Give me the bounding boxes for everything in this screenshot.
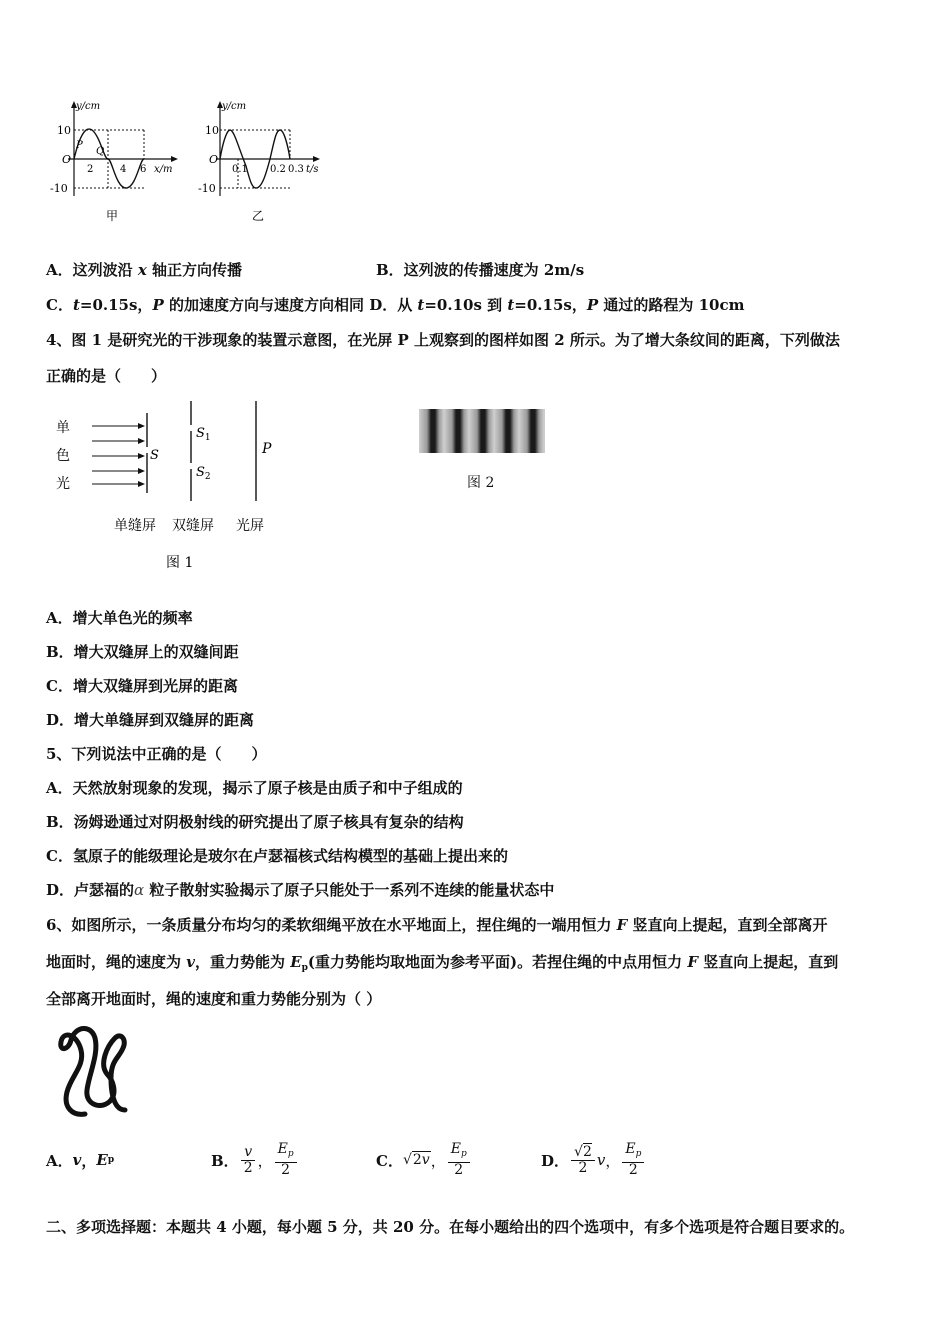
fringe-pattern (419, 409, 545, 453)
rope-figure (55, 1020, 135, 1120)
slit-s2: $S_2$ (196, 465, 211, 482)
label-screen: 光屏 (236, 518, 264, 534)
q4-option-c: C．增大双缝屏到光屏的距离 (46, 677, 238, 695)
q6-option-b: B． $\frac{v}{2}$ ， $\frac{E_p}{2}$ (211, 1138, 299, 1182)
jia-ybot: -10 (50, 182, 68, 195)
light-char-1: 单 (56, 420, 70, 436)
yi-xlabel: t/s (306, 164, 319, 175)
frac-ep-over-2-c: $\frac{E_p}{2}$ (448, 1142, 470, 1178)
jia-xlabel: x/m (154, 164, 173, 175)
jia-ylabel: y/cm (76, 101, 101, 112)
yi-origin: O (209, 153, 219, 166)
jia-tick-4: 4 (120, 164, 127, 175)
slit-s: S (150, 448, 159, 463)
frac-v-over-2: $\frac{v}{2}$ (241, 1145, 256, 1176)
jia-caption: 甲 (106, 209, 119, 223)
wave-figure-yi (198, 96, 338, 226)
yi-ytop: 10 (205, 124, 219, 137)
q4-stem-line1: 4、图 1 是研究光的干涉现象的装置示意图，在光屏 P 上观察到的图样如图 2 所示。为了增大条纹间的距离，下列做法 (46, 331, 840, 349)
q6-option-d: D． $\frac{√2}{2}$ v ， $\frac{E_p}{2}$ (541, 1138, 646, 1182)
q4-option-d: D．增大单缝屏到双缝屏的距离 (46, 711, 255, 729)
frac-ep-over-2: $\frac{E_p}{2}$ (275, 1142, 297, 1178)
q3-option-b: B．这列波的传播速度为 2m/s (376, 261, 585, 279)
q4-option-a: A．增大单色光的频率 (46, 609, 193, 627)
q5-stem: 5、下列说法中正确的是（ ） (46, 745, 267, 763)
label-double-slit: 双缝屏 (172, 518, 214, 534)
q6-stem-line2: 地面时，绳的速度为 v，重力势能为 $E_p$(重力势能均取地面为参考平面)。若捏住绳的中点用恒力 F 竖直向上提起，直到 (46, 953, 839, 973)
sqrt2-v: √2v (402, 1152, 430, 1168)
q5-option-d: D．卢瑟福的α 粒子散射实验揭示了原子只能处于一系列不连续的能量状态中 (46, 881, 555, 899)
yi-ybot: -10 (198, 182, 216, 195)
q6-stem-line1: 6、如图所示，一条质量分布均匀的柔软细绳平放在水平地面上，捏住绳的一端用恒力 F 竖直向上提起，直到全部离开 (46, 916, 828, 934)
frac-ep-over-2-d: $\frac{E_p}{2}$ (622, 1142, 644, 1178)
yi-tick-03: 0.3 (288, 164, 304, 175)
light-char-2: 色 (56, 448, 70, 464)
section-2-heading: 二、多项选择题：本题共 4 小题，每小题 5 分，共 20 分。在每小题给出的四个选项中，有多个选项是符合题目要求的。 (46, 1218, 855, 1236)
q6-stem-line3: 全部离开地面时，绳的速度和重力势能分别为（ ） (46, 990, 382, 1008)
wave-figure-jia (40, 96, 180, 226)
q4-figure-1 (46, 395, 296, 580)
label-single-slit: 单缝屏 (114, 518, 156, 534)
q4-stem-line2: 正确的是（ ） (46, 367, 167, 385)
jia-tick-2: 2 (87, 164, 94, 175)
yi-caption: 乙 (252, 209, 265, 223)
jia-point-q: Q (96, 146, 105, 157)
light-char-3: 光 (56, 476, 70, 492)
jia-ytop: 10 (57, 124, 71, 137)
q6-option-c: C． √2v ， $\frac{E_p}{2}$ (376, 1138, 472, 1182)
frac-sqrt2-over-2: $\frac{√2}{2}$ (571, 1145, 595, 1176)
yi-tick-02: 0.2 (270, 164, 286, 175)
jia-origin: O (62, 153, 72, 166)
yi-tick-01: 0.1 (232, 164, 248, 175)
q5-option-a: A．天然放射现象的发现，揭示了原子核是由质子和中子组成的 (46, 779, 463, 797)
jia-tick-6: 6 (140, 164, 147, 175)
q5-option-b: B．汤姆逊通过对阴极射线的研究提出了原子核具有复杂的结构 (46, 813, 464, 831)
q4-option-b: B．增大双缝屏上的双缝间距 (46, 643, 239, 661)
q5-option-c: C．氢原子的能级理论是玻尔在卢瑟福核式结构模型的基础上提出来的 (46, 847, 508, 865)
q6-option-a: A． v ， E p (46, 1151, 115, 1170)
yi-ylabel: y/cm (222, 101, 247, 112)
q3-option-c-d: C．t=0.15s，P 的加速度方向与速度方向相同 D．从 t=0.10s 到 t=0.15s，P 通过的路程为 10cm (46, 296, 745, 314)
fig2-caption: 图 2 (467, 475, 495, 491)
screen-p: P (262, 441, 272, 457)
slit-s1: $S_1$ (196, 426, 211, 443)
jia-point-p: P (76, 140, 83, 151)
q3-option-a: A．这列波沿 x 轴正方向传播 (46, 261, 243, 279)
fig1-caption: 图 1 (166, 555, 194, 571)
